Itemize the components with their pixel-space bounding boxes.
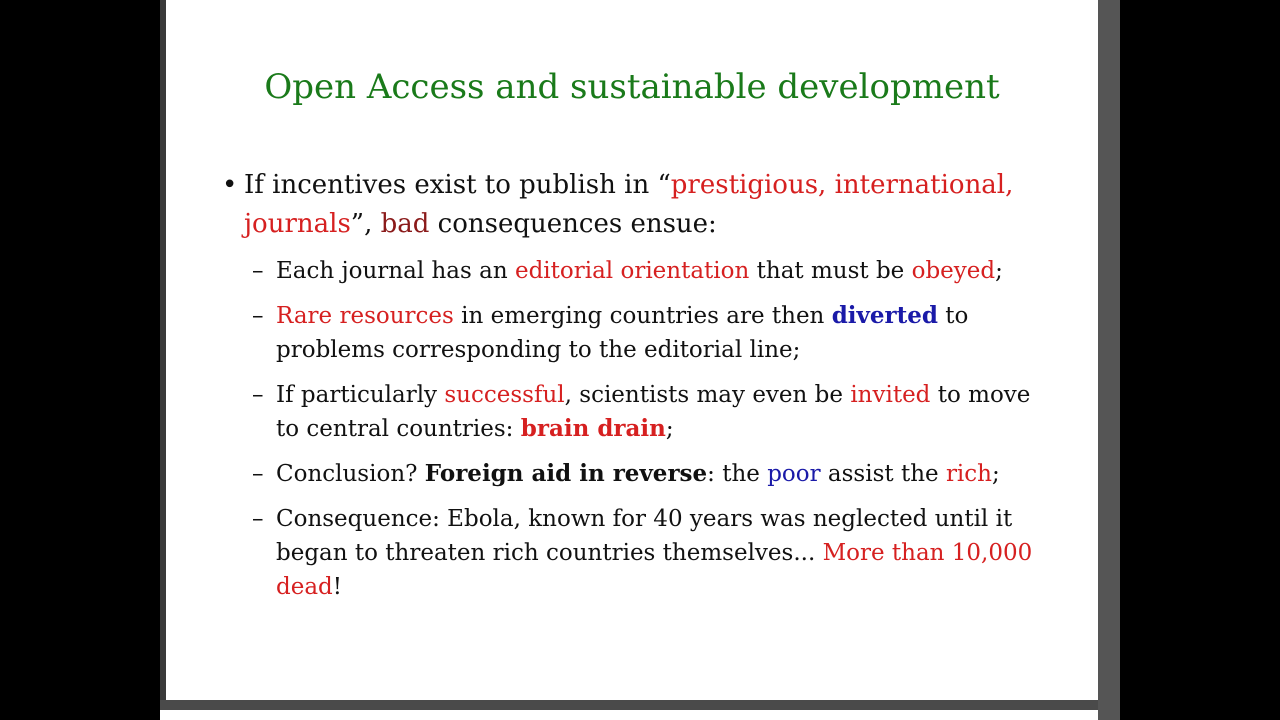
text-run: assist the (820, 461, 946, 487)
presentation-slide (166, 0, 1098, 700)
dash-marker: – (252, 506, 264, 532)
highlight-rare-resources: Rare resources (276, 303, 454, 329)
dash-marker: – (252, 303, 264, 329)
sub-bullet-list (252, 254, 1042, 615)
text-run: consequences ensue: (429, 209, 717, 239)
text-run: to problems corresponding to the editorial line; (276, 303, 969, 363)
highlight-foreign-aid-in-reverse: Foreign aid in reverse (424, 460, 708, 487)
highlight-diverted: diverted (831, 302, 938, 329)
highlight-obeyed: obeyed (911, 258, 996, 284)
text-run: ; (665, 416, 674, 442)
text-run: , scientists may even be (564, 382, 851, 408)
text-run: Consequence: Ebola, known for 40 years was neglected until it began to threaten rich countries themselves... (276, 506, 1013, 566)
text-run: Conclusion? (276, 461, 425, 487)
highlight-editorial-orientation: editorial orientation (514, 258, 750, 284)
bullet-dot: • (222, 170, 238, 200)
text-run: : the (707, 461, 768, 487)
sub-item-brain-drain (252, 378, 1042, 446)
text-run: ; (995, 258, 1003, 284)
sub-item-conclusion (252, 457, 1042, 491)
text-run: in emerging countries are then (453, 303, 832, 329)
text-run: Each journal has an (276, 258, 515, 284)
highlight-brain-drain: brain drain (520, 415, 666, 442)
sub-item-consequence-ebola (252, 502, 1042, 604)
highlight-poor: poor (767, 461, 821, 487)
highlight-successful: successful (444, 382, 565, 408)
slide-bottom-border (160, 700, 1098, 710)
highlight-more-than-10000-dead: More than 10,000 dead (276, 540, 1033, 600)
dash-marker: – (252, 258, 264, 284)
main-bullet (222, 166, 1042, 244)
highlight-rich: rich (945, 461, 992, 487)
text-run: ; (991, 461, 1000, 487)
text-run: If particularly (276, 382, 445, 408)
highlight-invited: invited (850, 382, 931, 408)
text-run: If incentives exist to publish in “ (244, 170, 671, 200)
main-bullet-text (244, 166, 1042, 244)
next-slide-edge (160, 710, 1098, 720)
sub-item-editorial-orientation (252, 254, 1042, 288)
dash-marker: – (252, 382, 264, 408)
slide-frame (160, 0, 1120, 720)
highlight-prestigious-journals: prestigious, international, journals (244, 170, 1014, 239)
text-run: ! (332, 574, 343, 600)
highlight-bad: bad (380, 209, 430, 239)
sub-item-rare-resources (252, 299, 1042, 367)
text-run: ”, (350, 209, 381, 239)
dash-marker: – (252, 461, 264, 487)
slide-title: Open Access and sustainable development (264, 67, 1000, 107)
text-run: that must be (749, 258, 912, 284)
slide-right-border (1098, 0, 1120, 720)
text-run: to move to central countries: (276, 382, 1031, 442)
